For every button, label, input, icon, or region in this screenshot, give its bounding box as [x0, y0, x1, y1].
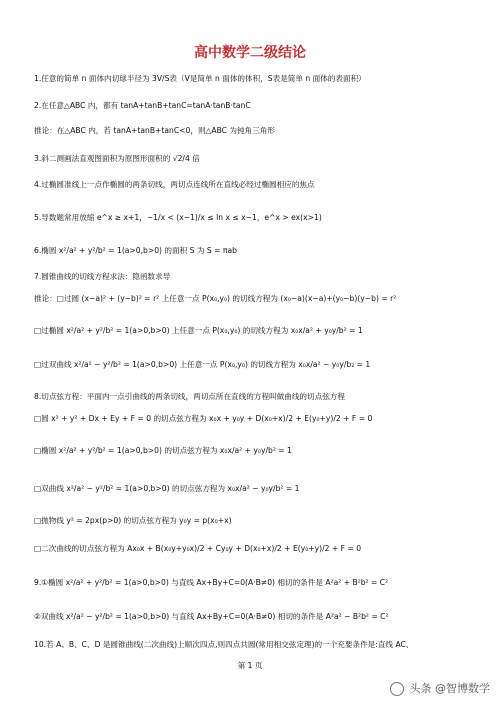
item-7-circle: 推论：□过圆 (x−a)² + (y−b)² = r² 上任意一点 P(x₀,y₀) 的切线方程为 (x₀−a)(x−a)+(y₀−b)(y−b) = r² — [34, 294, 397, 303]
item-8-conic: □二次曲线的切点弦方程为 Ax₀x + B(x₀y+y₀x)/2 + Cy₀y + D(x₀+x)/2 + E(y₀+y)/2 + F = 0 — [34, 544, 362, 553]
item-7-ellipse: □过椭圆 x²/a² + y²/b² = 1(a>0,b>0) 上任意一点 P(x₀,y₀) 的切线方程为 x₀x/a² + y₀y/b² = 1 — [34, 326, 363, 335]
item-7-hyperbola: □过双曲线 x²/a² − y²/b² = 1(a>0,b>0) 上任意一点 P(x₀,y₀) 的切线方程为 x₀x/a² − y₀y/b₂ = 1 — [34, 360, 371, 369]
item-8-ellipse: □椭圆 x²/a² + y²/b² = 1(a>0,b>0) 的切点弦方程为 x₀x/a² + y₀y/b² = 1 — [34, 446, 292, 455]
item-8-circle: □圆 x² + y² + Dx + Ey + F = 0 的切点弦方程为 x₀x + y₀y + D(x₀+x)/2 + E(y₀+y)/2 + F = 0 — [34, 414, 373, 423]
item-3: 3.斜二测画法直观图面积为原图形面积的 √2/4 倍 — [34, 154, 200, 163]
item-5: 5.导数题常用放缩 e^x ≥ x+1，−1/x < (x−1)/x ≤ ln x ≤ x−1，e^x > ex(x>1) — [34, 213, 322, 222]
item-8-hyperbola: □双曲线 x²/a² − y²/b² = 1(a>0,b>0) 的切点弦方程为 x₀x/a² − y₀y/b² = 1 — [34, 484, 300, 493]
item-2: 2.在任意△ABC 内，都有 tanA+tanB+tanC=tanA·tanB·tanC — [34, 101, 251, 110]
item-4: 4.过椭圆准线上一点作椭圆的两条切线，两切点连线所在直线必经过椭圆相应的焦点 — [34, 180, 315, 189]
item-1: 1.任意的简单 n 面体内切球半径为 3V/S表（V是简单 n 面体的体积，S表是简单 n 面体的表面积） — [34, 74, 366, 83]
watermark-text: 头条 @智博数学 — [409, 682, 490, 695]
page-number: 第 1 页 — [237, 661, 263, 670]
item-7: 7.圆锥曲线的切线方程求法：隐函数求导 — [34, 272, 171, 281]
item-9-ellipse: 9.①椭圆 x²/a² + y²/b² = 1(a>0,b>0) 与直线 Ax+By+C=0(A·B≠0) 相切的条件是 A²a² + B²b² = C² — [34, 578, 389, 587]
item-6: 6.椭圆 x²/a² + y²/b² = 1(a>0,b>0) 的面积 S 为 S = πab — [34, 246, 237, 255]
item-8: 8.切点弦方程：平面内一点引曲线的两条切线，两切点所在直线的方程叫做曲线的切点弦方程 — [34, 392, 345, 401]
item-8-parabola: □抛物线 y² = 2px(p>0) 的切点弦方程为 y₀y = p(x₀+x) — [34, 516, 232, 525]
watermark — [390, 680, 490, 696]
item-10: 10.若 A、B、C、D 是圆锥曲线(二次曲线)上顺次四点,则四点共圆(常用相交弦定理)的一个充要条件是:直线 AC、 — [34, 640, 414, 649]
watermark-logo-icon — [390, 682, 404, 696]
item-2-corollary: 推论：在△ABC 内，若 tanA+tanB+tanC<0，则△ABC 为钝角三角形 — [34, 126, 275, 135]
page-title: 高中数学二级结论 — [194, 45, 306, 61]
item-9-hyperbola: ②双曲线 x²/a² − y²/b² = 1(a>0,b>0) 与直线 Ax+By+C=0(A·B≠0) 相切的条件是 A²a² − B²b² = C² — [34, 612, 389, 621]
